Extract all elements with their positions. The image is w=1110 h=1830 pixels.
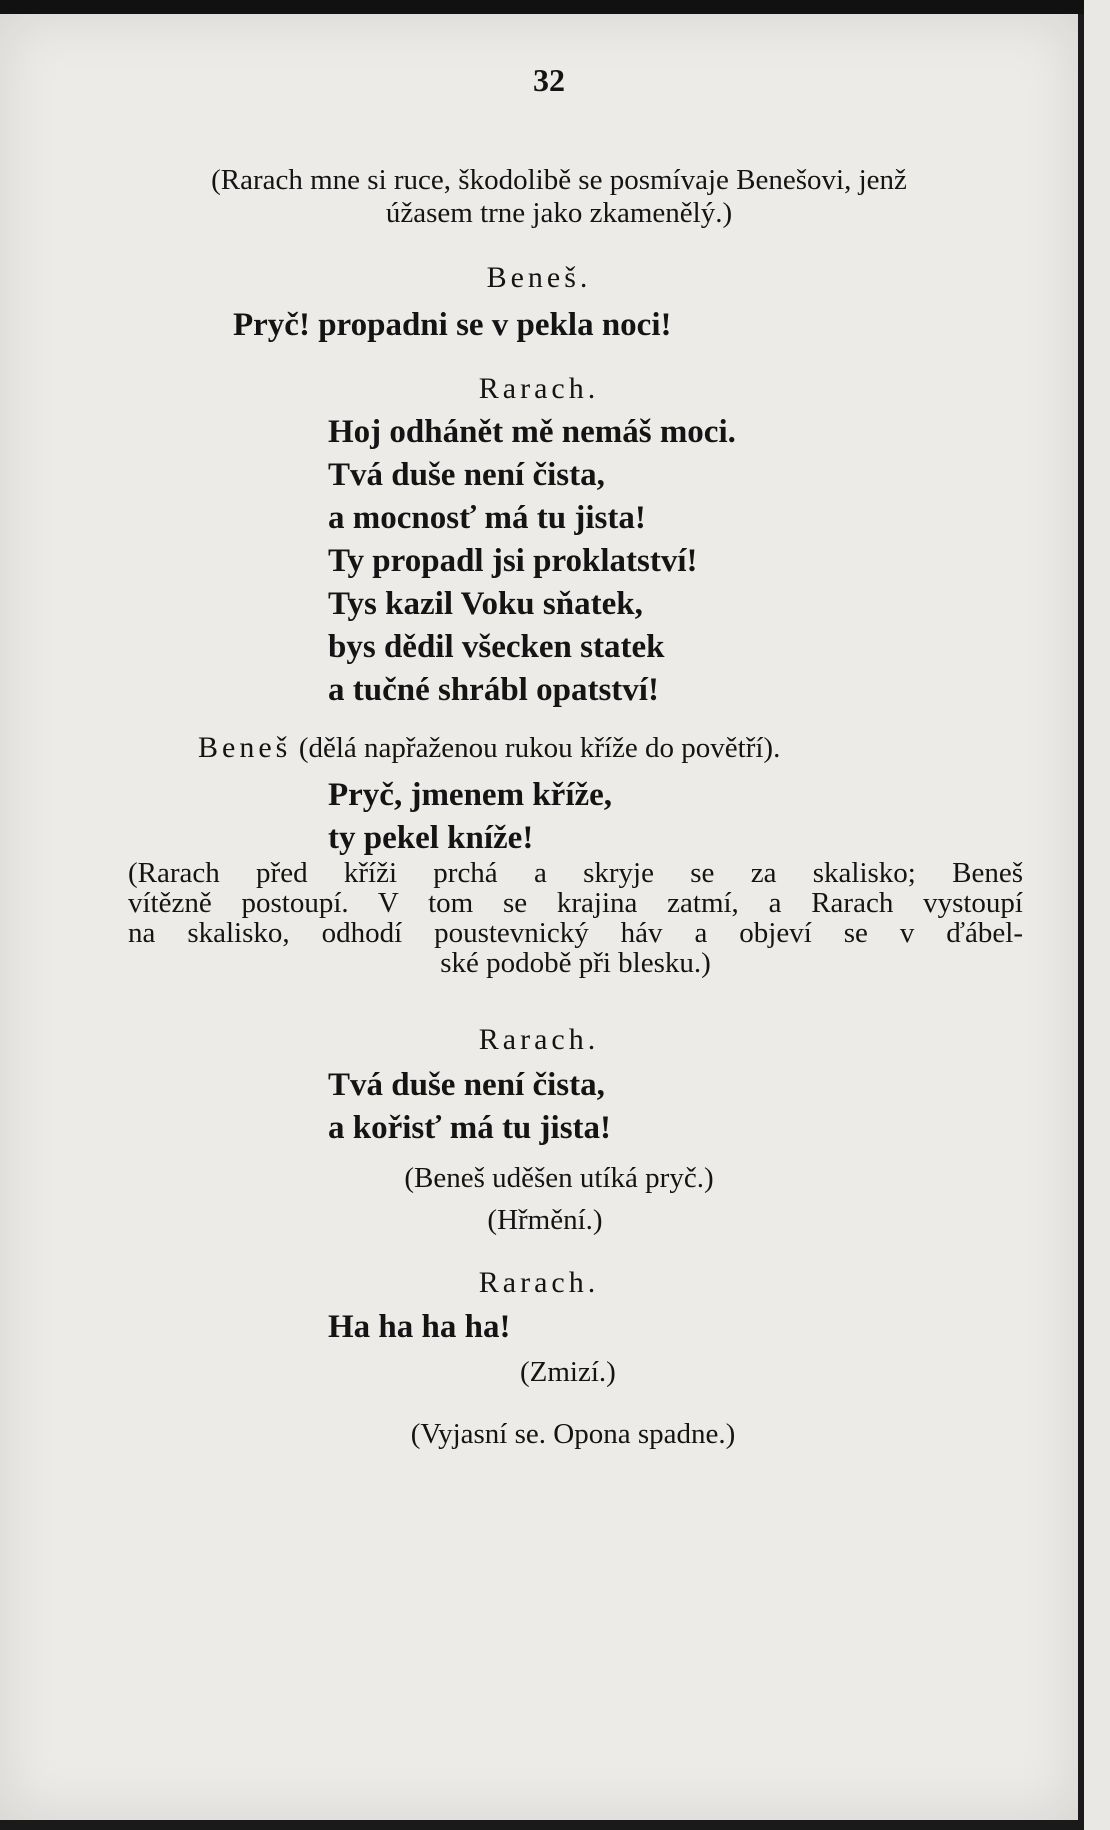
speaker-rarach-2: Rarach.	[478, 1023, 600, 1056]
verse-rarach-3	[328, 1306, 1110, 1349]
speaker-benes-1: Beneš.	[486, 261, 592, 294]
verse-line: Pryč! propadni se v pekla noci!	[233, 307, 672, 343]
inline-direction: (dělá napřaženou rukou kříže do povětří).	[298, 732, 781, 764]
verse-rarach-1	[328, 411, 1110, 712]
stage-direction-2	[128, 858, 1023, 978]
stage-direction-6: (Vyjasní se. Opona spadne.)	[410, 1418, 736, 1450]
stage-direction-4: (Hřmění.)	[487, 1204, 603, 1236]
stage-line: úžasem trne jako zkamenělý.)	[385, 197, 733, 229]
stage-line: ské podobě při blesku.)	[440, 947, 711, 979]
stage-line: (Rarach před kříži prchá a skryje se za skalisko; Beneš	[128, 857, 1023, 889]
page-number: 32	[533, 62, 565, 98]
stage-direction-3: (Beneš uděšen utíká pryč.)	[404, 1162, 714, 1194]
speaker-benes-2-line	[198, 731, 1110, 765]
verse-benes-1	[233, 304, 1110, 347]
verse-line: a tučné shrábl opatství!	[328, 672, 659, 708]
top-scan-edge	[0, 0, 1110, 14]
verse-line: Hoj odhánět mě nemáš moci.	[328, 414, 736, 450]
verse-line: Tvá duše není čista,	[328, 1067, 605, 1103]
speaker-rarach-1: Rarach.	[478, 372, 600, 405]
book-page	[0, 14, 1078, 1820]
verse-line: a kořisť má tu jista!	[328, 1110, 612, 1146]
verse-line: Pryč, jmenem kříže,	[328, 777, 613, 813]
verse-line: ty pekel kníže!	[328, 820, 534, 856]
stage-line: na skalisko, odhodí poustevnický háv a objeví se v ďábel-	[128, 917, 1023, 949]
stage-line: vítězně postoupí. V tom se krajina zatmí, a Rarach vystoupí	[128, 887, 1023, 919]
stage-direction-1	[20, 164, 1098, 230]
verse-line: bys dědil všecken statek	[328, 629, 665, 665]
verse-line: Ty propadl jsi proklatství!	[328, 543, 698, 579]
verse-line: Tys kazil Voku sňatek,	[328, 586, 643, 622]
speaker-rarach-3: Rarach.	[478, 1266, 600, 1299]
right-scan-edge	[1084, 0, 1110, 1830]
verse-benes-2	[328, 774, 1110, 860]
stage-direction-5: (Zmizí.)	[520, 1356, 616, 1388]
verse-line: a mocnosť má tu jista!	[328, 500, 646, 536]
speaker-benes-2: Beneš	[198, 731, 292, 764]
verse-line: Tvá duše není čista,	[328, 457, 605, 493]
verse-line: Ha ha ha ha!	[328, 1309, 511, 1345]
stage-line: (Rarach mne si ruce, škodolibě se posmívaje Benešovi, jenž	[211, 164, 907, 196]
verse-rarach-2	[328, 1064, 1110, 1150]
stage-paragraph	[128, 858, 1023, 948]
